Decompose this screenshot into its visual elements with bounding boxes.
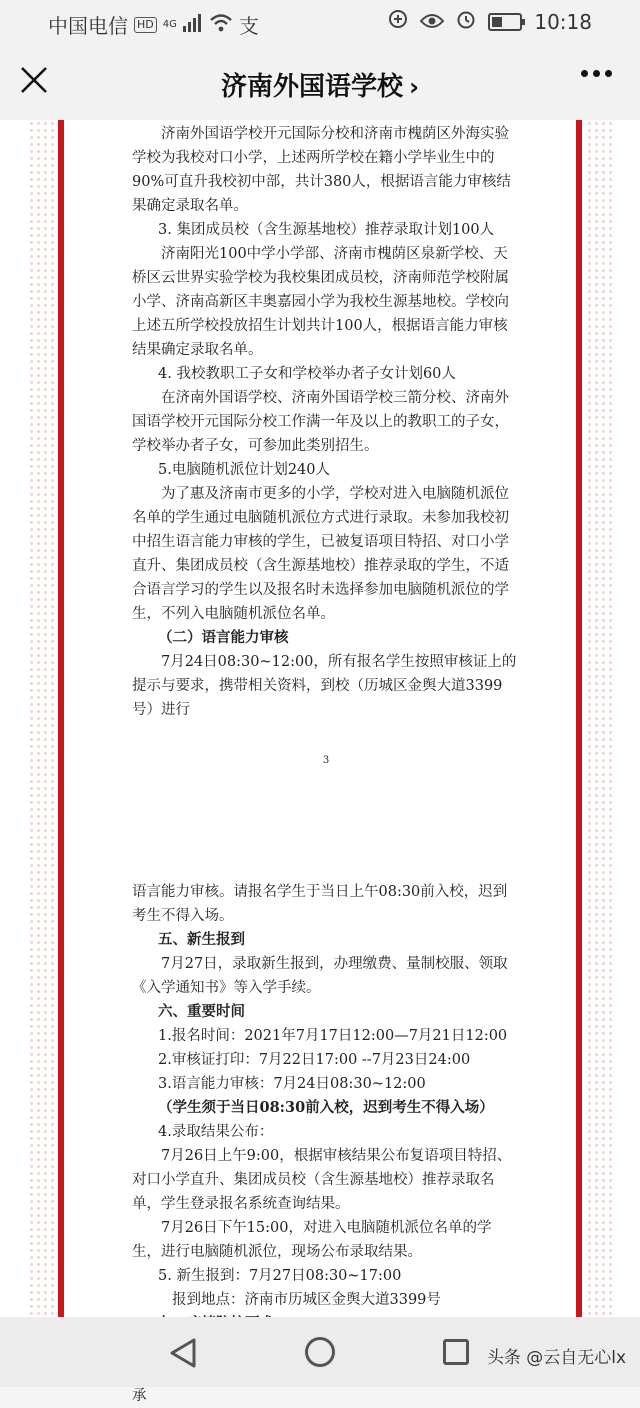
signal-icon [183, 13, 203, 37]
eye-icon [420, 10, 444, 34]
timeline-item: 2.审核证打印：7月22日17:00 --7月23日24:00 [158, 1052, 471, 1068]
paragraph: 济南外国语学校开元国际分校和济南市槐荫区外海实验学校为我校对口小学，上述两所学校在籍小学毕业生中的90%可直升我校初中部，共计380人，根据语言能力审核结果确定录取名单。 [132, 126, 511, 214]
more-dot-icon [605, 70, 612, 77]
timeline-item: 4.录取结果公布： [158, 1124, 274, 1140]
section-heading: 3. 集团成员校（含生源基地校）推荐录取计划100人 [158, 222, 495, 238]
back-button[interactable] [168, 1337, 198, 1373]
battery-icon [488, 13, 522, 31]
clock-time: 10:18 [534, 9, 592, 34]
section-heading: （二）语言能力审核 [158, 629, 289, 646]
watermark-text: 头条 @云自无心lx [486, 1348, 626, 1368]
paragraph: 语言能力审核。请报名学生于当日上午08:30前入校，迟到考生不得入场。 [132, 884, 508, 924]
document-text [132, 120, 520, 1408]
title-bar [0, 44, 640, 120]
decorative-dots-right [586, 120, 612, 1317]
paragraph: 7月27日，录取新生报到，办理缴费、量制校服、领取《入学通知书》等入学手续。 [132, 956, 508, 996]
more-dot-icon [581, 70, 588, 77]
section-heading: 4. 我校教职工子女和学校举办者子女计划60人 [158, 366, 456, 382]
paragraph: 7月26日上午9:00，根据审核结果公布复语项目特招、对口小学直升、集团成员校（含生源基地校）推荐录取名单，学生登录报名系统查询结果。 [132, 1148, 512, 1212]
wifi-icon [209, 13, 233, 37]
page-number: 3 [322, 755, 330, 766]
status-left [48, 10, 259, 39]
back-triangle-icon [168, 1337, 198, 1369]
more-button[interactable] [581, 70, 612, 77]
timeline-item: 报到地点：济南市历城区金舆大道3399号 [172, 1292, 441, 1308]
timeline-item: 3.语言能力审核：7月24日08:30~12:00 [158, 1076, 426, 1092]
status-bar [0, 0, 640, 44]
data-saver-icon [388, 9, 408, 34]
section-heading: 六、重要时间 [158, 1003, 245, 1020]
section-heading: 五、新生报到 [158, 931, 245, 948]
home-button[interactable] [305, 1337, 335, 1367]
battery-fill [492, 17, 502, 27]
timeline-item: 1.报名时间：2021年7月17日12:00—7月21日12:00 [158, 1028, 508, 1044]
decorative-dots-left [28, 120, 54, 1317]
network-label: 4G [162, 19, 177, 30]
carrier-label: 中国电信 [48, 14, 128, 38]
more-dot-icon [593, 70, 600, 77]
paragraph: 济南阳光100中学小学部、济南市槐荫区泉新学校、天桥区云世界实验学校为我校集团成员校，济南师范学校附属小学、济南高新区丰奥嘉园小学为我校生源基地校。学校向上述五所学校投放招生计划共计100人，根据语言能力审核结果确定录取名单。 [132, 246, 509, 358]
recent-apps-button[interactable] [443, 1339, 469, 1365]
paragraph: 7月26日下午15:00，对进入电脑随机派位名单的学生，进行电脑随机派位，现场公布录取结果。 [132, 1220, 492, 1260]
alipay-icon: 支 [238, 14, 259, 38]
paragraph: 承 [132, 1388, 147, 1404]
alarm-icon [456, 9, 476, 34]
paragraph: 在济南外国语学校、济南外国语学校三箭分校、济南外国语学校开元国际分校工作满一年及以上的教职工的子女，学校举办者子女，可参加此类别招生。 [132, 390, 509, 454]
status-right [388, 9, 592, 34]
chevron-right-icon: › [409, 73, 419, 101]
paragraph: 7月24日08:30~12:00，所有报名学生按照审核证上的提示与要求，携带相关资料，到校（历城区金舆大道3399号）进行 [132, 654, 517, 718]
red-border-right [576, 120, 582, 1317]
paragraph: 为了惠及济南市更多的小学，学校对进入电脑随机派位名单的学生通过电脑随机派位方式进行录取。未参加我校初中招生语言能力审核的学生，已被复语项目特招、对口小学直升、集团成员校（含生源基地校）推荐录取的学生，不适合语言学习的学生以及报名时未选择参加电脑随机派位的学生，不列入电脑随机派位名单。 [132, 486, 509, 622]
section-heading: 5.电脑随机派位计划240人 [158, 462, 331, 478]
page-title-text: 济南外国语学校 [221, 72, 404, 102]
timeline-item: 5. 新生报到：7月27日08:30~17:00 [158, 1268, 402, 1284]
hd-badge: HD [134, 17, 157, 33]
red-border-left [58, 120, 64, 1317]
timeline-note: （学生须于当日08:30前入校，迟到考生不得入场） [158, 1099, 494, 1116]
navigation-bar [0, 1317, 640, 1387]
page-title[interactable] [0, 66, 640, 103]
